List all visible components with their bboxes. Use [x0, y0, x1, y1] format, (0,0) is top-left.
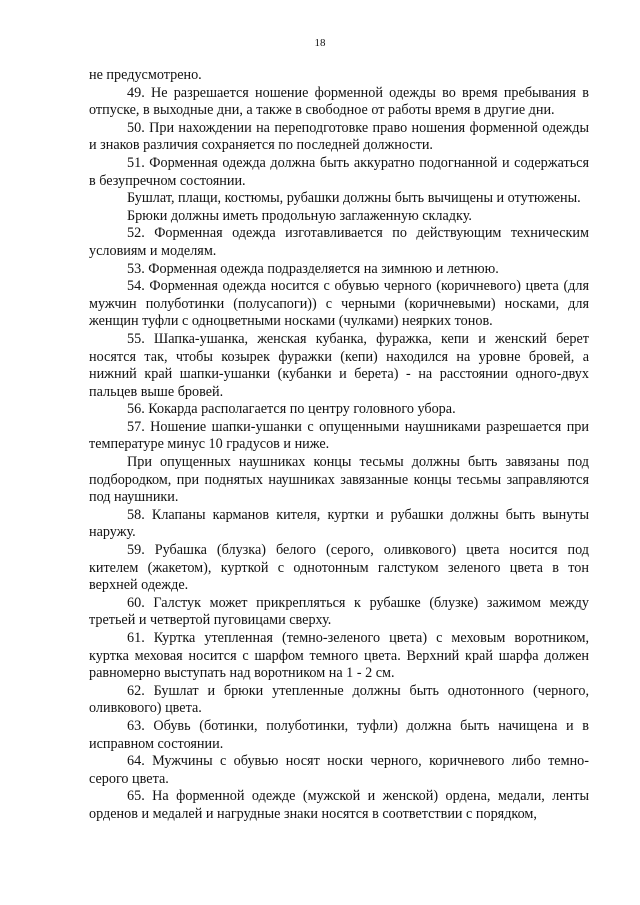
paragraph-49: 49. Не разрешается ношение форменной одежды во время пребывания в отпуске, в выходные дни, а также в свободное от работы время в другие дни.: [89, 84, 589, 119]
paragraph-59: 59. Рубашка (блузка) белого (серого, оливкового) цвета носится под кителем (жакетом), курткой с однотонным галстуком зеленого цвета в тон верхней одежде.: [89, 542, 589, 594]
paragraph-57-earflaps: При опущенных наушниках концы тесьмы должны быть завязаны под подбородком, при поднятых наушниках завязанные концы тесьмы заправляются под наушники.: [89, 454, 589, 506]
paragraph-63: 63. Обувь (ботинки, полуботинки, туфли) должна быть начищена и в исправном состоянии.: [89, 717, 589, 752]
paragraph-56: 56. Кокарда располагается по центру головного убора.: [127, 401, 456, 418]
paragraph-50: 50. При нахождении на переподготовке право ношения форменной одежды и знаков различия сохраняется по последней должности.: [89, 119, 589, 154]
paragraph-61: 61. Куртка утепленная (темно-зеленого цвета) с меховым воротником, куртка меховая носится с шарфом темного цвета. Верхний край шарфа должен равномерно выступать над воротником на 1 - 2 см.: [89, 630, 589, 682]
paragraph-60: 60. Галстук может прикрепляться к рубашке (блузке) зажимом между третьей и четвертой пуговицами сверху.: [89, 594, 589, 629]
paragraph-52: 52. Форменная одежда изготавливается по действующим техническим условиям и моделям.: [89, 225, 589, 259]
paragraph-51-trousers: Брюки должны иметь продольную заглаженную складку.: [127, 207, 472, 224]
paragraph-continuation: не предусмотрено.: [89, 67, 202, 83]
paragraph-64: 64. Мужчины с обувью носят носки черного, коричневого либо темно-серого цвета.: [89, 753, 589, 787]
paragraph-65: 65. На форменной одежде (мужской и женской) ордена, медали, ленты орденов и медалей и нагрудные знаки носятся в соответствии с порядком,: [89, 788, 589, 822]
paragraph-53: 53. Форменная одежда подразделяется на зимнюю и летнюю.: [127, 260, 499, 277]
paragraph-51-jackets: Бушлат, плащи, костюмы, рубашки должны быть вычищены и отутюжены.: [127, 190, 581, 207]
paragraph-62: 62. Бушлат и брюки утепленные должны быть однотонного (черного, оливкового) цвета.: [89, 682, 589, 717]
document-body: [89, 67, 589, 824]
paragraph-55: 55. Шапка-ушанка, женская кубанка, фуражка, кепи и женский берет носятся так, чтобы козырек фуражки (кепи) находился на уровне бровей, а нижний край шапки-ушанки (кубанки и берета) - на расстоянии одного-двух пальцев выше бровей.: [89, 330, 589, 400]
page-number: 18: [314, 37, 326, 49]
paragraph-57: 57. Ношение шапки-ушанки с опущенными наушниками разрешается при температуре минус 10 градусов и ниже.: [89, 418, 589, 453]
paragraph-54: 54. Форменная одежда носится с обувью черного (коричневого) цвета (для мужчин полуботинки (полусапоги)) с черными (коричневыми) носками, для женщин туфли с одноцветными носками (чулками) неярких тонов.: [89, 278, 589, 330]
paragraph-51: 51. Форменная одежда должна быть аккуратно подогнанной и содержаться в безупречном состоянии.: [89, 154, 589, 189]
paragraph-58: 58. Клапаны карманов кителя, куртки и рубашки должны быть вынуты наружу.: [89, 506, 589, 541]
